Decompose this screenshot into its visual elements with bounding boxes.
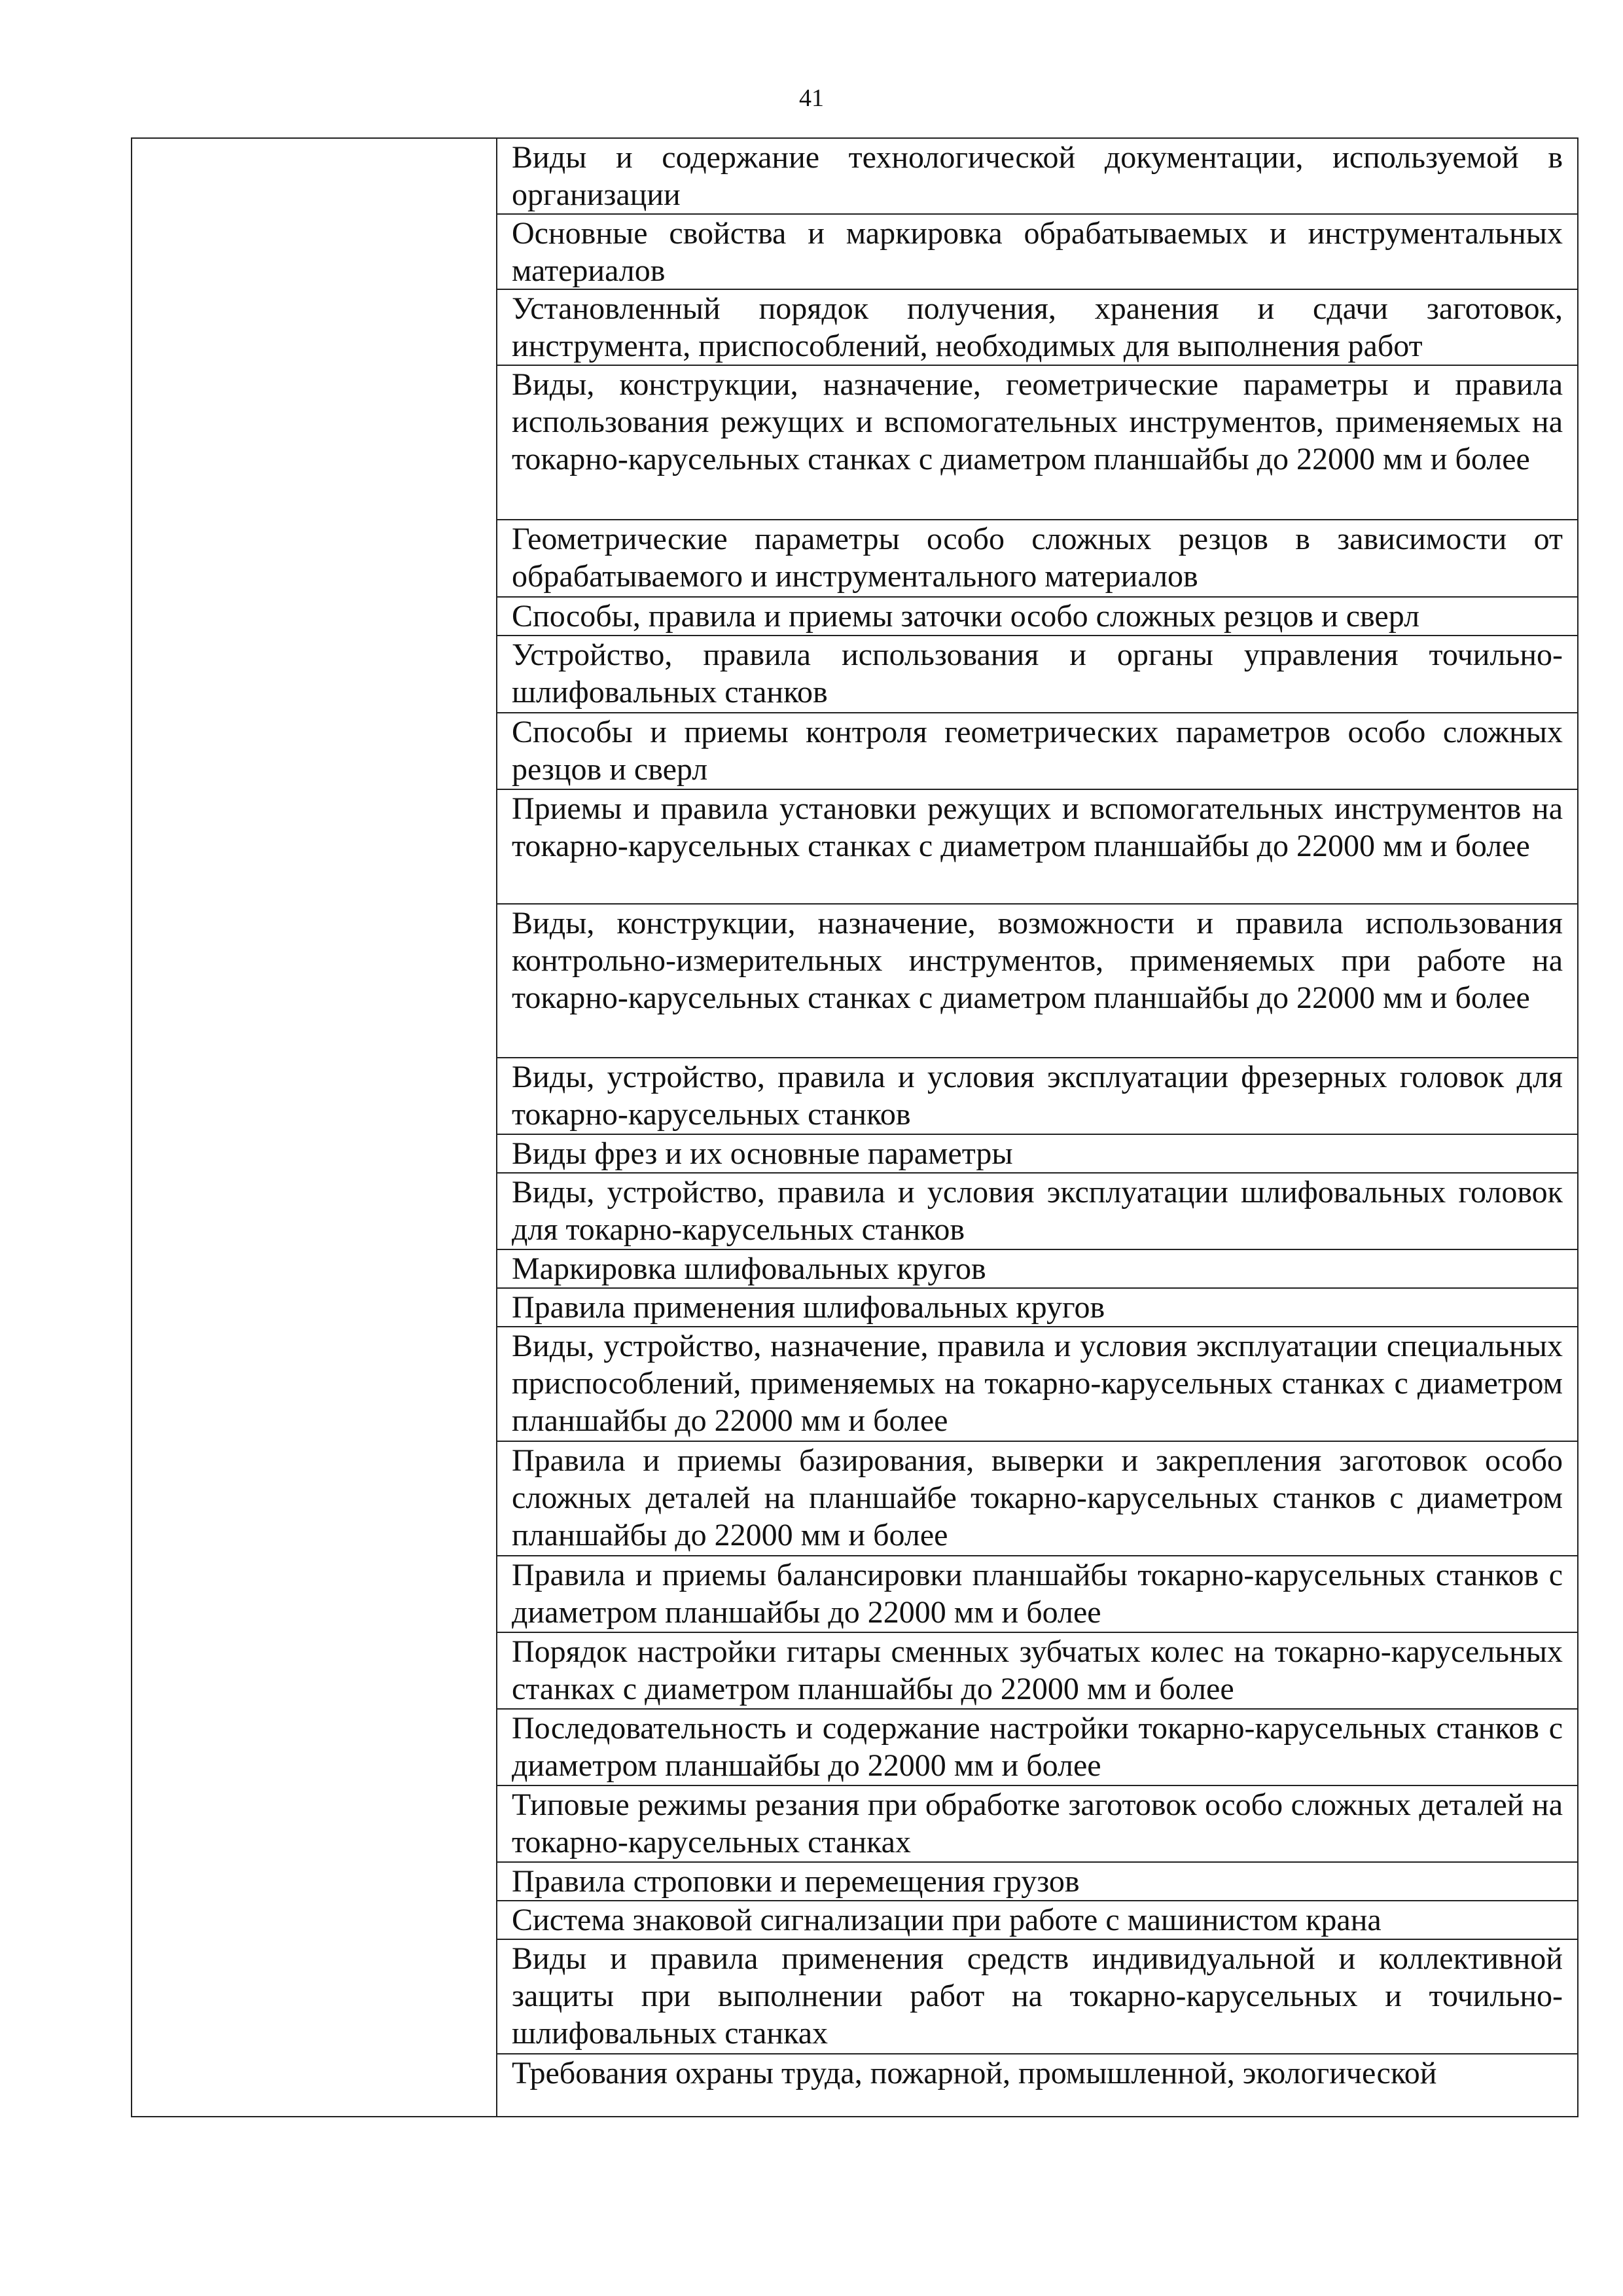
list-item: Требования охраны труда, пожарной, промышленной, экологической (497, 2053, 1577, 2092)
list-item: Правила и приемы балансировки планшайбы токарно-карусельных станков с диаметром планшайбы до 22000 мм и более (497, 1555, 1577, 1632)
list-item: Система знаковой сигнализации при работе с машинистом крана (497, 1900, 1577, 1939)
list-item: Виды и правила применения средств индивидуальной и коллективной защиты при выполнении работ на токарно-карусельных и точильно-шлифовальных станках (497, 1939, 1577, 2053)
page-number: 41 (799, 84, 824, 112)
list-item: Виды и содержание технологической документации, используемой в организации (512, 140, 1563, 212)
list-item: Маркировка шлифовальных кругов (497, 1249, 1577, 1287)
list-item: Правила применения шлифовальных кругов (497, 1287, 1577, 1326)
list-item: Виды, устройство, правила и условия эксплуатации фрезерных головок для токарно-карусельных станков (497, 1057, 1577, 1134)
list-item: Виды, конструкции, назначение, геометрические параметры и правила использования режущих и вспомогательных инструментов, применяемых на токарно-карусельных станках с диаметром планшайбы до 22000 мм и более (497, 365, 1577, 519)
list-item: Способы, правила и приемы заточки особо сложных резцов и сверл (497, 596, 1577, 635)
list-item: Виды, конструкции, назначение, возможности и правила использования контрольно-измерительных инструментов, применяемых при работе на токарно-карусельных станках с диаметром планшайбы до 22000 мм и более (497, 903, 1577, 1057)
list-item: Приемы и правила установки режущих и вспомогательных инструментов на токарно-карусельных станках с диаметром планшайбы до 22000 мм и более (497, 789, 1577, 903)
left-column-cell (132, 138, 497, 2117)
list-item: Виды, устройство, правила и условия эксплуатации шлифовальных головок для токарно-карусельных станков (497, 1172, 1577, 1249)
list-item: Типовые режимы резания при обработке заготовок особо сложных деталей на токарно-карусельных станках (497, 1785, 1577, 1861)
list-item: Виды фрез и их основные параметры (497, 1134, 1577, 1172)
list-item: Способы и приемы контроля геометрических параметров особо сложных резцов и сверл (497, 712, 1577, 789)
table-row (132, 138, 1578, 2117)
list-item: Порядок настройки гитары сменных зубчатых колес на токарно-карусельных станках с диаметром планшайбы до 22000 мм и более (497, 1632, 1577, 1708)
knowledge-list (497, 139, 1577, 2092)
list-item: Виды, устройство, назначение, правила и условия эксплуатации специальных приспособлений, применяемых на токарно-карусельных станках с диаметром планшайбы до 22000 мм и более (497, 1326, 1577, 1441)
knowledge-table (131, 137, 1578, 2117)
list-item: Геометрические параметры особо сложных резцов в зависимости от обрабатываемого и инструментального материалов (497, 519, 1577, 596)
list-item: Последовательность и содержание настройки токарно-карусельных станков с диаметром планшайбы до 22000 мм и более (497, 1708, 1577, 1785)
list-item: Правила строповки и перемещения грузов (497, 1861, 1577, 1900)
right-column-cell (497, 138, 1578, 2117)
list-item: Устройство, правила использования и органы управления точильно-шлифовальных станков (497, 635, 1577, 712)
list-item: Установленный порядок получения, хранения и сдачи заготовок, инструмента, приспособлений, необходимых для выполнения работ (497, 289, 1577, 365)
list-item: Правила и приемы базирования, выверки и закрепления заготовок особо сложных деталей на планшайбе токарно-карусельных станков с диаметром планшайбы до 22000 мм и более (497, 1441, 1577, 1555)
list-item: Основные свойства и маркировка обрабатываемых и инструментальных материалов (497, 213, 1577, 289)
